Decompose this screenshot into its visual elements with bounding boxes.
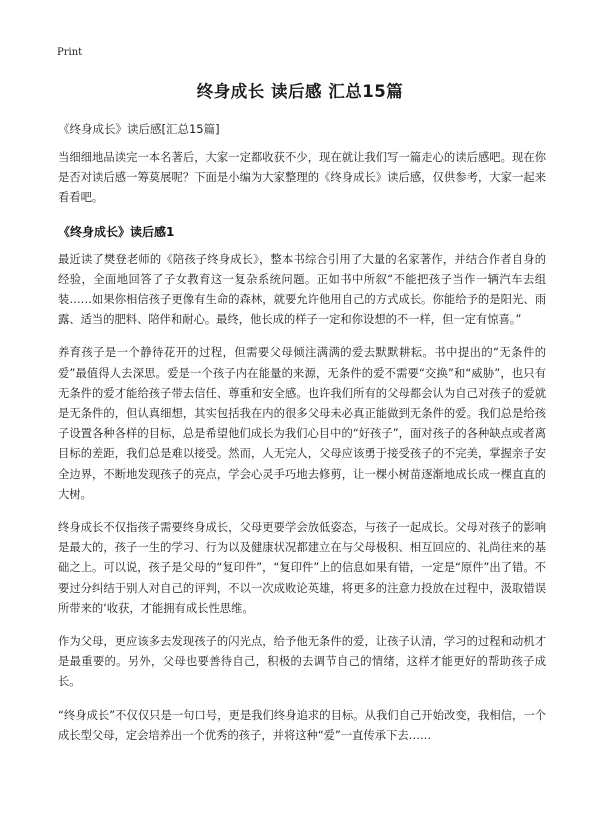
- page-title: 终身成长 读后感 汇总15篇: [196, 82, 404, 101]
- body-paragraph: 作为父母，更应该多去发现孩子的闪光点，给予他无条件的爱，让孩子认清，学习的过程和动机才是最重要的。另外，父母也要善待自己，积极的去调节自己的情绪，这样才能更好的帮助孩子成长。: [58, 635, 546, 689]
- print-link[interactable]: Print: [57, 47, 83, 58]
- section-heading: 《终身成长》读后感1: [58, 224, 175, 239]
- body-paragraph: “终身成长”不仅仅只是一句口号，更是我们终身追求的目标。从我们自己开始改变，我相信，一个成长型父母，定会培养出一个优秀的孩子，并将这种“爱”一直传承下去……: [58, 708, 546, 742]
- body-paragraph: 最近读了樊登老师的《陪孩子终身成长》，整本书综合引用了大量的名家著作，并结合作者自身的经验，全面地回答了子女教育这一复杂系统问题。正如书中所叙“不能把孩子当作一辆汽车去组装……如果你相信孩子更像有生命的森林，就要允许他用自己的方式成长。你能给予的是阳光、雨露、适当的肥料、陪伴和耐心。最终，他长成的样子一定和你设想的不一样，但一定有惊喜。”: [58, 252, 546, 327]
- article-subtitle: 《终身成长》读后感[汇总15篇]: [58, 122, 220, 136]
- intro-paragraph: 当细细地品读完一本名著后，大家一定都收获不少，现在就让我们写一篇走心的读后感吧。现在你是否对读后感一筹莫展呢？下面是小编为大家整理的《终身成长》读后感，仅供参考，大家一起来看看吧。: [58, 151, 546, 205]
- article-body: [58, 148, 546, 759]
- body-paragraph: 终身成长不仅指孩子需要终身成长，父母更要学会放低姿态，与孩子一起成长。父母对孩子的影响是最大的，孩子一生的学习、行为以及健康状况都建立在与父母极积、相互回应的、礼尚往来的基础之上。可以说，孩子是父母的“复印件”，“复印件”上的信息如果有错，一定是“原件”出了错。不要过分纠结于别人对自己的评判，不以一次成败论英雄，将更多的注意力投放在过程中，汲取错误所带来的‘收获，才能拥有成长性思维。: [58, 521, 546, 615]
- body-paragraph: 养育孩子是一个静待花开的过程，但需要父母倾注满满的爱去默默耕耘。书中提出的“无条件的爱”最值得人去深思。爱是一个孩子内在能量的来源，无条件的爱不需要“交换”和“威胁”，也只有无条件的爱才能给孩子带去信任、尊重和安全感。也许我们所有的父母都会认为自己对孩子的爱就是无条件的，但认真细想，其实包括我在内的很多父母未必真正能做到无条件的爱。我们总是给孩子设置各种各样的目标，总是希望他们成长为我们心目中的“好孩子”，面对孩子的各种缺点或者离目标的差距，我们总是难以接受。然而，人无完人，父母应该勇于接受孩子的不完美，掌握亲子安全边界，不断地发现孩子的亮点，学会心灵手巧地去修剪，让一棵小树苗逐渐地成长成一棵直直的大树。: [58, 346, 546, 501]
